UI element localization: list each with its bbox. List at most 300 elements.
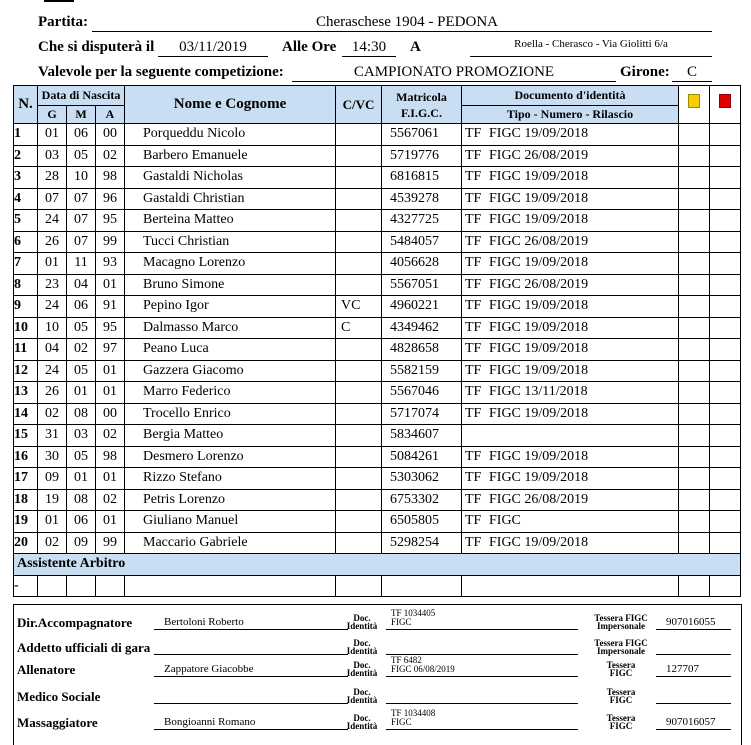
id-document: [462, 124, 679, 146]
matricola: 5298254: [382, 532, 462, 554]
row-number: 8: [14, 274, 38, 296]
id-document: [462, 317, 679, 339]
girone-value: C: [686, 64, 697, 80]
doc-identita-label-2: Identità: [346, 621, 378, 631]
location-value: Roella - Cherasco - Via Giolitti 6/a: [514, 38, 668, 50]
red-card-cell[interactable]: [710, 167, 741, 189]
tessera-label-2: Impersonale: [597, 646, 645, 656]
birth-year: 98: [96, 167, 125, 189]
staff-doc-line1: TF 1034405: [391, 608, 436, 618]
red-card-cell[interactable]: [710, 296, 741, 318]
birth-year: 98: [96, 446, 125, 468]
doc-type: TF: [465, 212, 482, 228]
doc-identita-label-1: Doc.: [353, 660, 371, 670]
player-name: Bruno Simone: [125, 274, 336, 296]
player-name: Bergia Matteo: [125, 425, 336, 447]
yellow-card-cell[interactable]: [679, 188, 710, 210]
matricola: 6816815: [382, 167, 462, 189]
staff-doc-line: [386, 629, 578, 630]
matricola: 5719776: [382, 145, 462, 167]
col-n-header: N.: [14, 86, 38, 124]
col-data-nascita-header: Data di Nascita: [38, 86, 125, 106]
captain-flag: [336, 382, 382, 404]
birth-year: 91: [96, 296, 125, 318]
ore-value: 14:30: [351, 39, 387, 55]
matricola: 5567046: [382, 382, 462, 404]
row-number: 14: [14, 403, 38, 425]
competizione-label: Valevole per la seguente competizione:: [38, 64, 284, 80]
birth-day: 26: [38, 231, 67, 253]
top-edge-mark: [44, 0, 74, 2]
birth-year: 02: [96, 425, 125, 447]
doc-issue: FIGC: [489, 513, 521, 529]
player-name: Tucci Christian: [125, 231, 336, 253]
doc-issue: FIGC 19/09/2018: [489, 255, 589, 271]
player-name: Berteina Matteo: [125, 210, 336, 232]
birth-month: 03: [67, 425, 96, 447]
birth-month: 06: [67, 511, 96, 533]
row-number: 9: [14, 296, 38, 318]
captain-flag: [336, 339, 382, 361]
red-card-cell[interactable]: [710, 403, 741, 425]
staff-doc-line1: TF 6482: [391, 655, 422, 665]
table-row: [14, 425, 741, 447]
id-document: [462, 210, 679, 232]
row-number: 3: [14, 167, 38, 189]
red-card-cell[interactable]: [710, 446, 741, 468]
doc-type: TF: [465, 233, 482, 249]
red-card-cell[interactable]: [710, 382, 741, 404]
matricola: 6753302: [382, 489, 462, 511]
matricola: 5567051: [382, 274, 462, 296]
yellow-card-cell[interactable]: [679, 317, 710, 339]
player-name: Trocello Enrico: [125, 403, 336, 425]
date-line: [158, 56, 268, 57]
ore-label: Alle Ore: [282, 39, 337, 55]
tessera-label-1: Tessera: [606, 687, 636, 697]
col-doc-header: Documento d'identità: [462, 86, 679, 106]
id-document: [462, 511, 679, 533]
table-row: [14, 167, 741, 189]
doc-type: TF: [465, 298, 482, 314]
birth-day: 01: [38, 124, 67, 146]
table-row: [14, 339, 741, 361]
player-name: Gastaldi Christian: [125, 188, 336, 210]
yellow-card-cell[interactable]: [679, 425, 710, 447]
tessera-line: [656, 729, 731, 730]
matricola: 5484057: [382, 231, 462, 253]
birth-month: 06: [67, 124, 96, 146]
tessera-number: 907016055: [666, 616, 716, 628]
doc-issue: FIGC 19/09/2018: [489, 169, 589, 185]
yellow-card-cell[interactable]: [679, 446, 710, 468]
birth-year: 01: [96, 274, 125, 296]
doc-identita-label-2: Identità: [346, 646, 378, 656]
date-value: 03/11/2019: [179, 39, 247, 55]
yellow-card-cell[interactable]: [679, 511, 710, 533]
red-card-cell[interactable]: [710, 360, 741, 382]
matricola: 4056628: [382, 253, 462, 275]
tessera-number: 907016057: [666, 716, 716, 728]
assistente-row-number: -: [14, 575, 38, 597]
player-name: Gazzera Giacomo: [125, 360, 336, 382]
row-number: 12: [14, 360, 38, 382]
tessera-label-1: Tessera FIGC: [594, 613, 648, 623]
doc-issue: FIGC 19/09/2018: [489, 341, 589, 357]
player-name: Pepino Igor: [125, 296, 336, 318]
tessera-label-2: Impersonale: [597, 621, 645, 631]
red-card-cell[interactable]: [710, 231, 741, 253]
birth-day: 04: [38, 339, 67, 361]
birth-day: 24: [38, 296, 67, 318]
red-card-cell[interactable]: [710, 124, 741, 146]
birth-year: 97: [96, 339, 125, 361]
doc-issue: FIGC 26/08/2019: [489, 491, 589, 507]
birth-day: 10: [38, 317, 67, 339]
doc-issue: FIGC 19/09/2018: [489, 319, 589, 335]
yellow-card-cell[interactable]: [679, 296, 710, 318]
doc-issue: FIGC 19/09/2018: [489, 470, 589, 486]
matricola: 5834607: [382, 425, 462, 447]
yellow-card-cell[interactable]: [679, 360, 710, 382]
row-number: 20: [14, 532, 38, 554]
doc-type: TF: [465, 405, 482, 421]
table-row: [14, 360, 741, 382]
birth-year: 01: [96, 468, 125, 490]
doc-identita-label-1: Doc.: [353, 638, 371, 648]
birth-month: 07: [67, 188, 96, 210]
birth-day: 24: [38, 360, 67, 382]
row-number: 5: [14, 210, 38, 232]
id-document: [462, 446, 679, 468]
captain-flag: VC: [336, 296, 382, 318]
row-number: 7: [14, 253, 38, 275]
staff-name-line: [154, 729, 348, 730]
red-card-cell[interactable]: [710, 489, 741, 511]
yellow-card-icon: [688, 94, 700, 108]
partita-value: Cheraschese 1904 - PEDONA: [315, 14, 499, 30]
doc-issue: FIGC 26/08/2019: [489, 147, 589, 163]
red-card-icon: [719, 94, 731, 108]
doc-identita-label-2: Identità: [346, 695, 378, 705]
assistente-cell: [38, 575, 67, 597]
birth-day: 02: [38, 403, 67, 425]
matricola: 4349462: [382, 317, 462, 339]
table-row: [14, 532, 741, 554]
yellow-card-cell[interactable]: [679, 124, 710, 146]
matricola: 6505805: [382, 511, 462, 533]
doc-issue: FIGC 19/09/2018: [489, 212, 589, 228]
captain-flag: [336, 532, 382, 554]
location-line: [470, 56, 712, 57]
assistente-row: [14, 575, 741, 597]
player-name: Barbero Emanuele: [125, 145, 336, 167]
doc-issue: FIGC 26/08/2019: [489, 233, 589, 249]
id-document: [462, 425, 679, 447]
birth-month: 11: [67, 253, 96, 275]
yellow-card-cell[interactable]: [679, 489, 710, 511]
table-row: [14, 253, 741, 275]
red-card-cell[interactable]: [710, 532, 741, 554]
tessera-number: 127707: [666, 663, 699, 675]
row-number: 16: [14, 446, 38, 468]
matricola: 5717074: [382, 403, 462, 425]
birth-year: 01: [96, 382, 125, 404]
competizione-line: [292, 81, 616, 82]
birth-month: 06: [67, 296, 96, 318]
doc-issue: FIGC 19/09/2018: [489, 405, 589, 421]
id-document: [462, 296, 679, 318]
staff-role-label: Dir.Accompagnatore: [17, 615, 133, 630]
birth-month: 01: [67, 468, 96, 490]
staff-name: Bertoloni Roberto: [164, 616, 244, 628]
row-number: 19: [14, 511, 38, 533]
row-number: 11: [14, 339, 38, 361]
doc-identita-label-2: Identità: [346, 668, 378, 678]
id-document: [462, 489, 679, 511]
doc-identita-label-1: Doc.: [353, 713, 371, 723]
id-document: [462, 253, 679, 275]
staff-doc-line2: FIGC: [391, 717, 412, 727]
col-matricola-line2: F.I.G.C.: [401, 105, 442, 120]
red-card-cell[interactable]: [710, 317, 741, 339]
doc-issue: FIGC 19/09/2018: [489, 298, 589, 314]
tessera-label-1: Tessera: [606, 713, 636, 723]
id-document: [462, 274, 679, 296]
row-number: 15: [14, 425, 38, 447]
doc-type: TF: [465, 362, 482, 378]
row-number: 10: [14, 317, 38, 339]
id-document: [462, 145, 679, 167]
assistente-cell: [382, 575, 462, 597]
matricola: 5582159: [382, 360, 462, 382]
doc-type: TF: [465, 147, 482, 163]
id-document: [462, 532, 679, 554]
tessera-label-2: FIGC: [609, 695, 633, 705]
yellow-card-header: [679, 86, 710, 124]
id-document: [462, 403, 679, 425]
staff-doc-line2: FIGC 06/08/2019: [391, 664, 455, 674]
red-card-cell[interactable]: [710, 425, 741, 447]
col-matricola-line1: Matricola: [396, 89, 447, 104]
matricola: 5084261: [382, 446, 462, 468]
red-card-cell[interactable]: [710, 274, 741, 296]
yellow-card-cell[interactable]: [679, 210, 710, 232]
staff-doc-line2: FIGC: [391, 617, 412, 627]
staff-doc-line1: TF 1034408: [391, 708, 436, 718]
tessera-line: [656, 703, 731, 704]
birth-day: 19: [38, 489, 67, 511]
id-document: [462, 231, 679, 253]
doc-identita-label-2: Identità: [346, 721, 378, 731]
doc-issue: FIGC 19/09/2018: [489, 534, 589, 550]
captain-flag: [336, 360, 382, 382]
staff-role-label: Massaggiatore: [17, 715, 98, 730]
doc-type: TF: [465, 513, 482, 529]
player-name: Porqueddu Nicolo: [125, 124, 336, 146]
birth-month: 05: [67, 446, 96, 468]
assistente-cell: [462, 575, 679, 597]
yellow-card-cell[interactable]: [679, 403, 710, 425]
birth-year: 99: [96, 231, 125, 253]
birth-year: 00: [96, 403, 125, 425]
captain-flag: [336, 231, 382, 253]
yellow-card-cell[interactable]: [679, 532, 710, 554]
red-card-cell[interactable]: [710, 145, 741, 167]
id-document: [462, 468, 679, 490]
captain-flag: [336, 425, 382, 447]
birth-day: 03: [38, 145, 67, 167]
table-row: [14, 124, 741, 146]
captain-flag: C: [336, 317, 382, 339]
doc-type: TF: [465, 190, 482, 206]
table-row: [14, 489, 741, 511]
red-card-cell[interactable]: [710, 210, 741, 232]
birth-day: 07: [38, 188, 67, 210]
doc-issue: FIGC 19/09/2018: [489, 362, 589, 378]
yellow-card-cell[interactable]: [679, 145, 710, 167]
birth-year: 01: [96, 360, 125, 382]
girone-line: [672, 81, 712, 82]
doc-type: TF: [465, 169, 482, 185]
yellow-card-cell[interactable]: [679, 167, 710, 189]
player-name: Gastaldi Nicholas: [125, 167, 336, 189]
row-number: 13: [14, 382, 38, 404]
col-a-header: A: [96, 106, 125, 124]
col-nome-header: Nome e Cognome: [125, 86, 336, 124]
assistente-cell: [96, 575, 125, 597]
staff-name-line: [154, 629, 348, 630]
birth-year: 99: [96, 532, 125, 554]
birth-day: 24: [38, 210, 67, 232]
captain-flag: [336, 489, 382, 511]
staff-doc-line: [386, 676, 578, 677]
red-card-header: [710, 86, 741, 124]
player-name: Desmero Lorenzo: [125, 446, 336, 468]
doc-issue: FIGC 19/09/2018: [489, 448, 589, 464]
birth-month: 10: [67, 167, 96, 189]
tessera-label-1: Tessera FIGC: [594, 638, 648, 648]
col-m-header: M: [67, 106, 96, 124]
table-row: [14, 145, 741, 167]
birth-month: 05: [67, 360, 96, 382]
doc-identita-label-1: Doc.: [353, 687, 371, 697]
col-doc-sub-header: Tipo - Numero - Rilascio: [462, 106, 679, 124]
col-cvc-header: C/VC: [336, 86, 382, 124]
id-document: [462, 167, 679, 189]
id-document: [462, 360, 679, 382]
staff-name-line: [154, 676, 348, 677]
birth-year: 95: [96, 317, 125, 339]
staff-role-label: Medico Sociale: [17, 689, 101, 704]
birth-month: 07: [67, 210, 96, 232]
assistente-cell: [336, 575, 382, 597]
birth-year: 96: [96, 188, 125, 210]
yellow-card-cell[interactable]: [679, 253, 710, 275]
captain-flag: [336, 188, 382, 210]
table-row: [14, 468, 741, 490]
birth-month: 09: [67, 532, 96, 554]
id-document: [462, 188, 679, 210]
captain-flag: [336, 274, 382, 296]
doc-type: TF: [465, 491, 482, 507]
captain-flag: [336, 468, 382, 490]
birth-month: 08: [67, 489, 96, 511]
matricola: 5567061: [382, 124, 462, 146]
staff-doc-line: [386, 703, 578, 704]
captain-flag: [336, 446, 382, 468]
birth-month: 01: [67, 382, 96, 404]
doc-type: TF: [465, 384, 482, 400]
birth-day: 01: [38, 511, 67, 533]
player-name: Marro Federico: [125, 382, 336, 404]
table-row: [14, 274, 741, 296]
birth-year: 93: [96, 253, 125, 275]
row-number: 6: [14, 231, 38, 253]
birth-day: 30: [38, 446, 67, 468]
matricola: 4327725: [382, 210, 462, 232]
birth-month: 05: [67, 145, 96, 167]
table-row: [14, 210, 741, 232]
partita-line: [92, 31, 712, 32]
staff-role-label: Allenatore: [17, 662, 76, 677]
birth-day: 09: [38, 468, 67, 490]
tessera-label-2: FIGC: [609, 668, 633, 678]
red-card-cell[interactable]: [710, 253, 741, 275]
table-row: [14, 231, 741, 253]
a-label: A: [410, 39, 421, 55]
staff-name: Bongioanni Romano: [164, 716, 256, 728]
captain-flag: [336, 145, 382, 167]
assistente-header-row: [14, 554, 741, 576]
yellow-card-cell[interactable]: [679, 339, 710, 361]
birth-year: 00: [96, 124, 125, 146]
table-row: [14, 446, 741, 468]
assistente-label: Assistente Arbitro: [14, 554, 741, 576]
birth-year: 02: [96, 145, 125, 167]
yellow-card-cell[interactable]: [679, 468, 710, 490]
doc-type: TF: [465, 534, 482, 550]
red-card-cell[interactable]: [710, 339, 741, 361]
red-card-cell[interactable]: [710, 468, 741, 490]
player-name: Macagno Lorenzo: [125, 253, 336, 275]
doc-type: TF: [465, 448, 482, 464]
red-card-cell[interactable]: [710, 188, 741, 210]
yellow-card-cell[interactable]: [679, 231, 710, 253]
captain-flag: [336, 403, 382, 425]
matricola: 5303062: [382, 468, 462, 490]
birth-day: 01: [38, 253, 67, 275]
tessera-label-2: FIGC: [609, 721, 633, 731]
yellow-card-cell[interactable]: [679, 274, 710, 296]
ore-line: [342, 56, 396, 57]
captain-flag: [336, 124, 382, 146]
red-card-cell[interactable]: [710, 511, 741, 533]
table-row: [14, 511, 741, 533]
table-row: [14, 382, 741, 404]
birth-year: 01: [96, 511, 125, 533]
birth-day: 31: [38, 425, 67, 447]
yellow-card-cell[interactable]: [679, 382, 710, 404]
birth-day: 28: [38, 167, 67, 189]
birth-day: 26: [38, 382, 67, 404]
captain-flag: [336, 210, 382, 232]
disputa-label: Che si disputerà il: [38, 39, 155, 55]
id-document: [462, 382, 679, 404]
row-number: 1: [14, 124, 38, 146]
partita-label: Partita:: [38, 14, 88, 30]
matricola: 4960221: [382, 296, 462, 318]
